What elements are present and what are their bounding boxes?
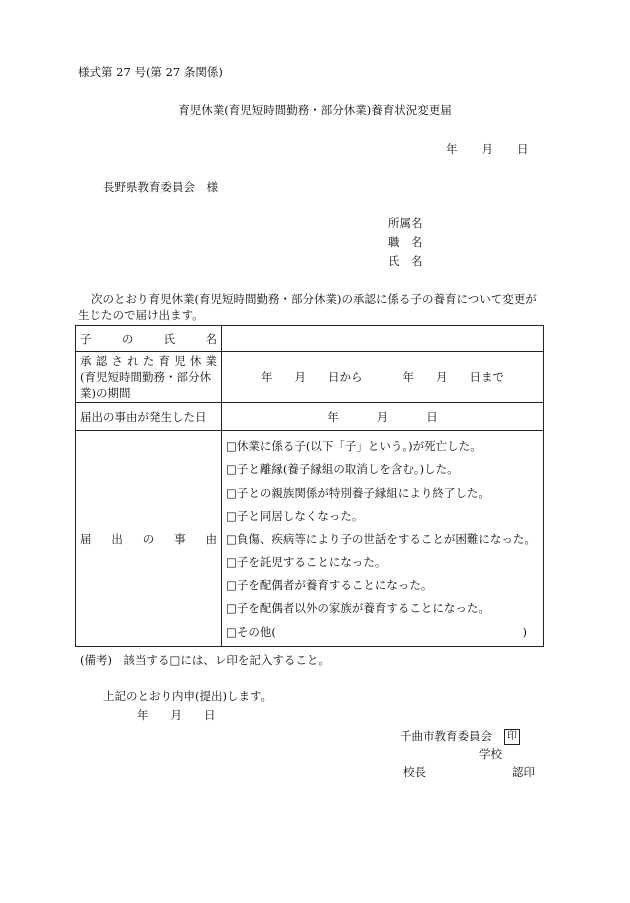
period-day-to: 日まで	[469, 370, 504, 384]
reason-other-close: )	[522, 624, 527, 639]
reason-checkbox-adoption-dissolved[interactable]: □子と離縁(養子縁組の取消しを含む。)した。	[226, 462, 459, 477]
reasons-checklist	[222, 431, 544, 647]
position-label: 職 名	[388, 235, 423, 249]
education-board	[400, 728, 520, 745]
label-char: 出	[111, 531, 123, 546]
board-seal: 印	[504, 729, 520, 745]
label-char: 届	[80, 531, 92, 546]
label-char: 業	[205, 354, 217, 368]
label-char: 育	[158, 354, 170, 368]
occurrence-date-row	[76, 403, 544, 431]
intro-line-2: 生じたので届け出ます。	[78, 308, 204, 322]
label-char: 事	[174, 531, 186, 546]
period-year-to: 年	[402, 370, 414, 384]
label-char: の	[121, 331, 134, 346]
board-name: 千曲市教育委員会	[400, 729, 492, 743]
leave-period-label-line-2: (育児短時間勤務・部分休	[80, 370, 211, 384]
closing-year: 年	[137, 708, 149, 722]
occurrence-day: 日	[426, 409, 438, 424]
addressee: 長野県教育委員会 様	[103, 180, 218, 194]
period-day-from: 日から	[328, 370, 363, 384]
reason-checkbox-no-cohabitation[interactable]: □子と同居しなくなった。	[226, 508, 364, 523]
child-name-label	[76, 326, 222, 352]
leave-period-label	[76, 352, 222, 403]
child-name-field[interactable]	[222, 326, 544, 352]
label-char: 承	[80, 354, 92, 368]
reasons-row	[76, 431, 544, 647]
reason-checkbox-other[interactable]	[226, 621, 539, 644]
closing-date	[137, 707, 216, 723]
label-char: た	[142, 354, 155, 368]
reason-checkbox-childcare[interactable]: □子を託児することになった。	[226, 555, 387, 570]
label-char: 認	[95, 354, 108, 368]
date-day: 日	[517, 142, 529, 156]
principal-label: 校長	[403, 765, 426, 779]
school-label: 学校	[479, 747, 502, 761]
reasons-label	[76, 431, 222, 647]
label-char: さ	[111, 354, 123, 368]
occurrence-year: 年	[327, 409, 339, 424]
reason-checkbox-spouse-care[interactable]: □子を配偶者が養育することになった。	[226, 578, 433, 593]
reason-checkbox-child-died[interactable]: □休業に係る子(以下「子」という。)が死亡した。	[226, 439, 482, 454]
document-title: 育児休業(育児短時間勤務・部分休業)養育状況変更届	[178, 103, 452, 117]
occurrence-month: 月	[376, 409, 389, 424]
intro-paragraph	[78, 291, 537, 323]
child-name-row	[76, 326, 544, 352]
leave-period-row	[76, 352, 544, 403]
principal-seal-label: 認印	[512, 765, 535, 779]
form-number: 様式第 27 号(第 27 条関係)	[78, 65, 223, 79]
label-char: 氏	[163, 331, 176, 346]
closing-day: 日	[204, 708, 216, 722]
submission-date	[446, 141, 529, 157]
period-month-to: 月	[436, 370, 448, 384]
label-char: の	[142, 531, 155, 546]
reason-checkbox-care-difficult[interactable]: □負傷、疾病等により子の世話をすることが困難になった。	[226, 531, 536, 546]
occurrence-date-label: 届出の事由が発生した日	[76, 403, 222, 431]
occurrence-date-field[interactable]	[222, 403, 544, 431]
reason-checkbox-special-adoption[interactable]: □子との親族関係が特別養子縁組により終了した。	[226, 485, 490, 500]
leave-period-label-line-3: 業)の期間	[80, 386, 131, 400]
intro-line-1: 次のとおり育児休業(育児短時間勤務・部分休業)の承認に係る子の養育について変更が	[91, 292, 537, 306]
date-year: 年	[446, 142, 458, 156]
name-label: 氏 名	[388, 254, 423, 268]
period-month-from: 月	[294, 370, 306, 384]
closing-statement: 上記のとおり内申(提出)します。	[103, 689, 273, 703]
notification-table	[75, 325, 544, 647]
label-char: 由	[205, 531, 217, 546]
submitter-block	[388, 214, 423, 271]
date-month: 月	[481, 142, 493, 156]
period-year-from: 年	[261, 370, 273, 384]
affiliation-label: 所属名	[388, 216, 423, 230]
reason-other-open: □その他(	[226, 624, 276, 639]
label-char: 子	[80, 331, 92, 346]
label-char: 名	[205, 331, 217, 346]
closing-month: 月	[170, 708, 182, 722]
reason-checkbox-family-care[interactable]: □子を配偶者以外の家族が養育することになった。	[226, 601, 490, 616]
label-char: 児	[174, 354, 186, 368]
label-char: 休	[189, 354, 202, 368]
leave-period-field[interactable]	[222, 352, 544, 403]
remarks-note: (備考) 該当する□には、レ印を記入すること。	[80, 653, 330, 667]
label-char: れ	[127, 354, 139, 368]
